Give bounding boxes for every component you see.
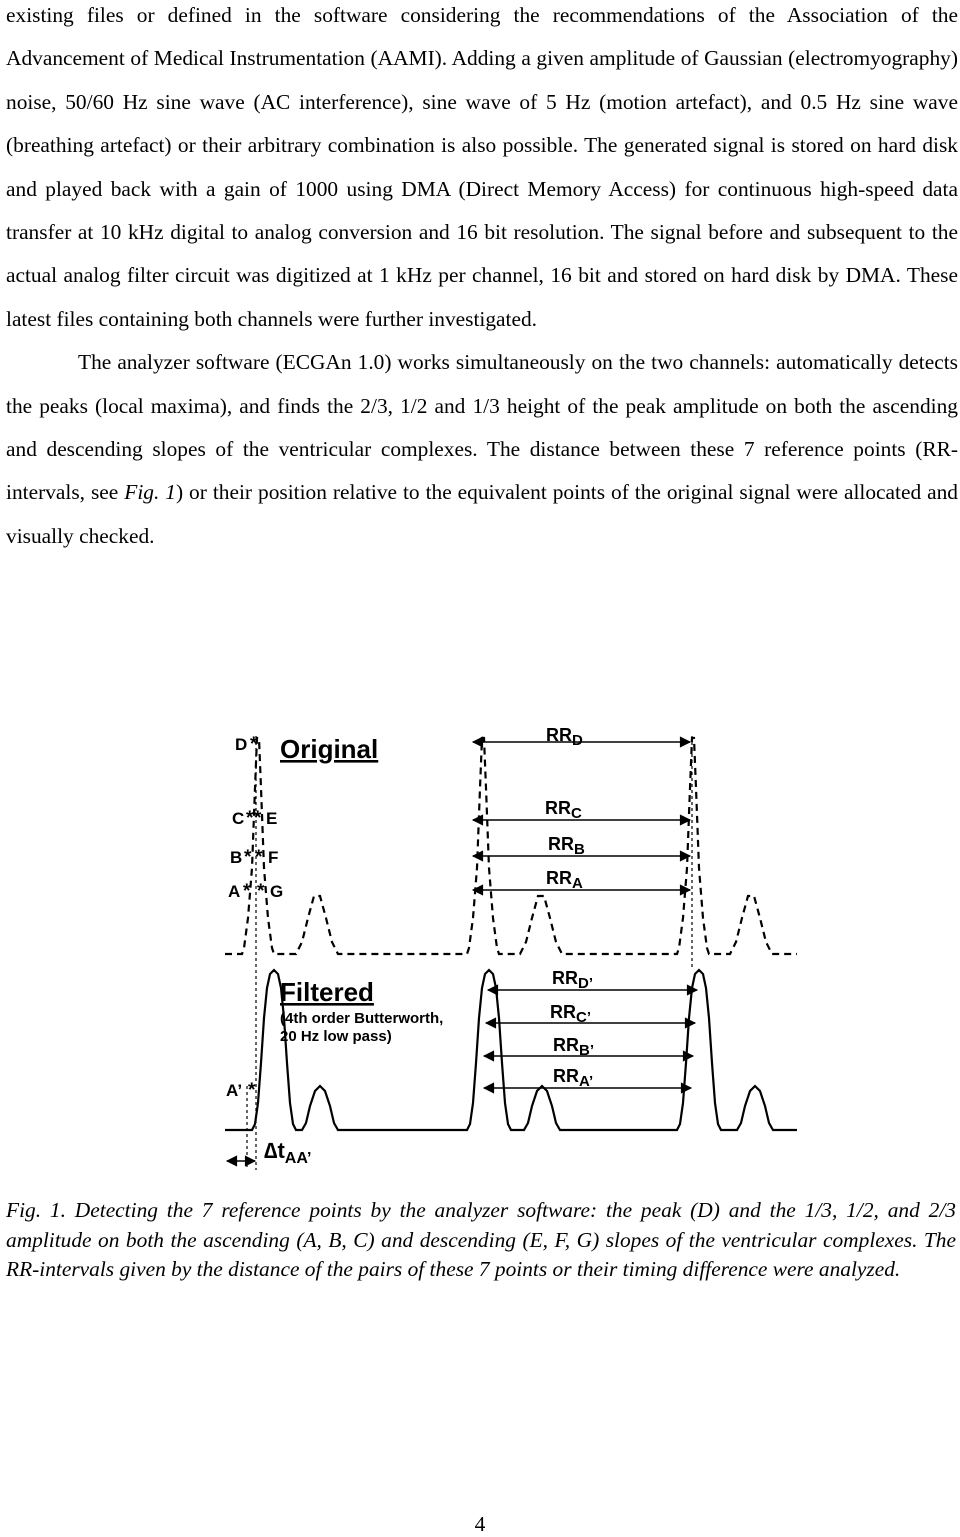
label-a-prime: A’ <box>226 1081 243 1100</box>
rr-c-label: $RR_C$ <box>545 798 582 822</box>
marker-b: * <box>244 847 252 868</box>
rr-a-label: $RR_A$ <box>546 868 583 892</box>
paragraph-1: existing files or defined in the software considering the recommendations of the Association of the Advancement of Medical Instrumentation (AAMI). Adding a given amplitude of Gaussian (electromyography) noise, 50/60 Hz sine wave (AC interference), sine wave of 5 Hz (motion artefact), and 0.5 Hz sine wave (breathing artefact) or their arbitrary combination is also possible. The generated signal is stored on hard disk and played back with a gain of 1000 using DMA (Direct Memory Access) for continuous high-speed data transfer at 10 kHz digital to analog conversion and 16 bit resolution. The signal before and subsequent to the actual analog filter circuit was digitized at 1 kHz per channel, 16 bit and stored on hard disk by DMA. These latest files containing both channels were further investigated. <box>6 3 958 331</box>
label-g: G <box>270 882 284 901</box>
filter-note-line-2: 20 Hz low pass) <box>280 1028 392 1045</box>
marker-e: * <box>254 808 262 829</box>
rr-b-label: $RR_B$ <box>548 834 585 858</box>
title-filtered: Filtered <box>280 977 374 1007</box>
label-c: C <box>232 809 245 828</box>
label-e: E <box>266 809 278 828</box>
paragraph-2 <box>6 341 958 558</box>
rr-d-prime-label: $RR_{D’}$ <box>552 968 593 992</box>
delta-t-label: $\Delta t_{AA’}$ <box>264 1138 312 1167</box>
marker-c: * <box>246 808 254 829</box>
original-signal-trace <box>225 738 797 954</box>
title-original: Original <box>280 734 379 764</box>
marker-f: * <box>255 847 263 868</box>
label-a: A <box>228 882 241 901</box>
ecg-diagram <box>222 718 800 1170</box>
figure-1 <box>222 718 800 1170</box>
rr-a-prime-label: $RR_{A’}$ <box>553 1066 594 1090</box>
marker-a: * <box>243 881 251 902</box>
page-number: 4 <box>474 1512 486 1536</box>
rr-d-label: $RR_D$ <box>546 725 583 749</box>
label-b: B <box>230 848 243 867</box>
body-text <box>6 0 958 558</box>
figure-reference[interactable]: Fig. 1 <box>124 480 176 505</box>
marker-a-prime: * <box>248 1080 256 1101</box>
filter-note-line-1: (4th order Butterworth, <box>280 1010 444 1027</box>
paragraph-2-end: ) or their position relative to the equivalent points of the original signal were allocated and visually checked. <box>6 480 958 548</box>
rr-c-prime-label: $RR_{C’}$ <box>550 1002 591 1026</box>
paragraph-2-start: The analyzer software (ECGAn 1.0) works simultaneously on the two channels: automatically detects the peaks (local maxima), and finds the 2/3, 1/2 and 1/3 height of the peak amplitude on both the ascending and descending slopes of the ventricular complexes. The distance between these 7 reference points (RR-intervals, see <box>6 350 958 505</box>
label-d: D <box>235 735 248 754</box>
marker-d: * <box>250 734 258 755</box>
label-f: F <box>268 848 279 867</box>
rr-b-prime-label: $RR_{B’}$ <box>553 1035 594 1059</box>
marker-g: * <box>257 881 265 902</box>
figure-caption: Fig. 1. Detecting the 7 reference points by the analyzer software: the peak (D) and the 1/3, 1/2, and 2/3 amplitude on both the ascending (A, B, C) and descending (E, F, G) slopes of the ventricular complexes. The RR-intervals given by the distance of the pairs of these 7 points or their timing difference were analyzed. <box>6 1198 956 1281</box>
